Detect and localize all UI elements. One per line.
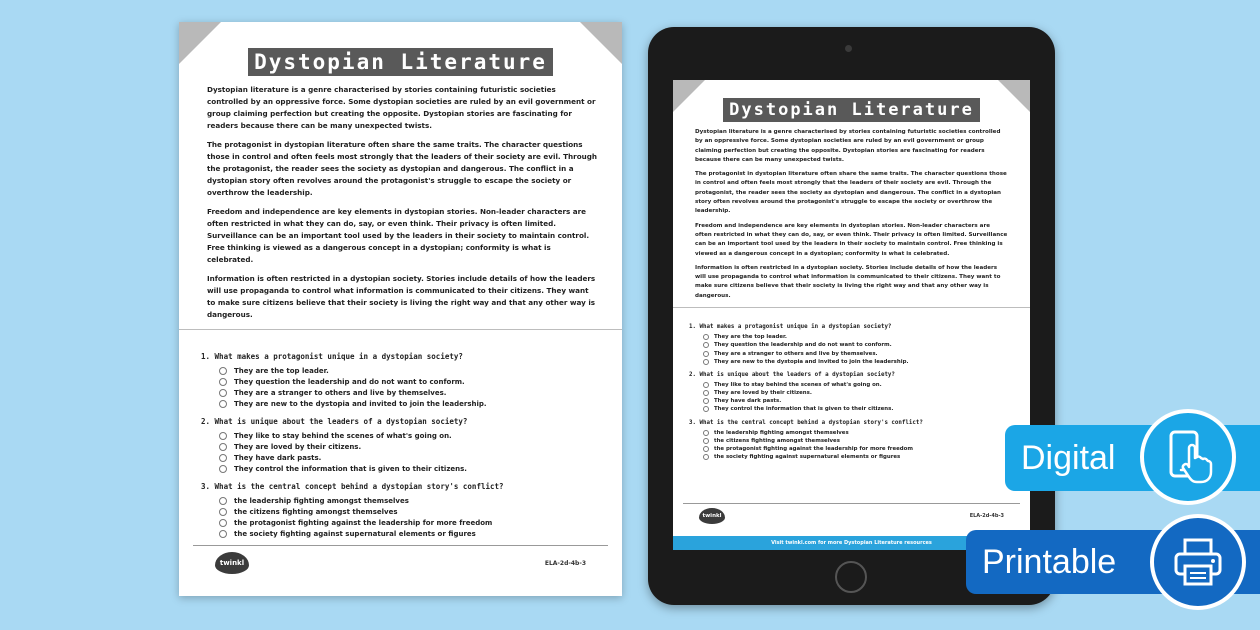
- option-label: They are a stranger to others and live by themselves.: [714, 350, 878, 357]
- screen-banner: Visit twinkl.com for more Dystopian Literature resources: [673, 536, 1030, 550]
- option-label: They control the information that is given to their citizens.: [234, 464, 467, 473]
- page-corner-decoration: [998, 80, 1030, 112]
- worksheet-footer: [193, 545, 608, 574]
- radio-icon[interactable]: [703, 351, 709, 357]
- paragraph: Dystopian literature is a genre characterised by stories containing futuristic societies controlled by an oppressive force. Some dystopian societies are ruled by an evil government or group claiming perfection but creating the opposite. Dystopian stories are fascinating for readers because there can be many unexpected twists.: [207, 85, 596, 130]
- option-label: They are the top leader.: [234, 366, 329, 375]
- option-label: They like to stay behind the scenes of what's going on.: [714, 381, 882, 388]
- option-label: They like to stay behind the scenes of what's going on.: [234, 431, 452, 440]
- home-button[interactable]: [835, 561, 867, 593]
- radio-icon[interactable]: [703, 390, 709, 396]
- option-label: They control the information that is given to their citizens.: [714, 406, 894, 413]
- answer-option[interactable]: [689, 429, 1010, 437]
- option-label: They are the top leader.: [714, 334, 787, 341]
- footer-reference: ELA-2d-4b-3: [544, 559, 586, 567]
- worksheet-text: [673, 122, 1030, 301]
- digital-badge: [1005, 425, 1260, 491]
- paragraph: Freedom and independence are key elements in dystopian stories. Non-leader characters are often restricted in what they can do, say, or even think. Their privacy is often limited. Surveillance can be an important tool used by the leaders in their society to maintain control. Free thinking is viewed as a dangerous concept in a dystopian; conformity is what is celebrated.: [695, 222, 1008, 257]
- worksheet-text: [179, 76, 622, 321]
- answer-option[interactable]: [201, 376, 598, 387]
- answer-option[interactable]: [689, 358, 1010, 366]
- answer-option[interactable]: [201, 463, 598, 474]
- option-label: They question the leadership and do not want to conform.: [714, 342, 892, 349]
- radio-icon[interactable]: [219, 497, 227, 505]
- answer-option[interactable]: [689, 405, 1010, 413]
- digital-label: Digital: [1021, 438, 1116, 477]
- answer-option[interactable]: [689, 381, 1010, 389]
- option-label: They are new to the dystopia and invited to join the leadership.: [234, 399, 487, 408]
- printer-icon: [1150, 514, 1246, 610]
- answer-option[interactable]: [689, 453, 1010, 461]
- answer-option[interactable]: [689, 437, 1010, 445]
- answer-option[interactable]: [201, 387, 598, 398]
- page-corner-decoration: [179, 22, 221, 64]
- paragraph: Information is often restricted in a dystopian society. Stories include details of how the leaders will use propaganda to control what information is communicated to their citizens. They want to make sure citizens believe that their society is living the right way and that any other way is dangerous.: [207, 274, 596, 319]
- option-label: the protagonist fighting against the leadership for more freedom: [234, 518, 493, 527]
- answer-option[interactable]: [689, 397, 1010, 405]
- page-corner-decoration: [580, 22, 622, 64]
- option-label: They are loved by their citizens.: [234, 442, 362, 451]
- radio-icon[interactable]: [219, 530, 227, 538]
- option-label: the leadership fighting amongst themselves: [714, 429, 849, 436]
- radio-icon[interactable]: [219, 367, 227, 375]
- paragraph: Dystopian literature is a genre characterised by stories containing futuristic societies controlled by an oppressive force. Some dystopian societies are ruled by an evil government or group claiming perfection but creating the opposite. Dystopian stories are fascinating for readers because there can be many unexpected twists.: [695, 129, 1001, 163]
- printable-label: Printable: [982, 542, 1117, 581]
- radio-icon[interactable]: [219, 432, 227, 440]
- twinkl-logo: twinkl: [215, 552, 249, 574]
- radio-icon[interactable]: [703, 446, 709, 452]
- radio-icon[interactable]: [703, 334, 709, 340]
- radio-icon[interactable]: [703, 359, 709, 365]
- answer-option[interactable]: [201, 517, 598, 528]
- answer-option[interactable]: [689, 389, 1010, 397]
- option-label: They are new to the dystopia and invited to join the leadership.: [714, 358, 909, 365]
- answer-option[interactable]: [201, 506, 598, 517]
- option-label: the society fighting against supernatural elements or figures: [714, 454, 901, 461]
- answer-option[interactable]: [201, 495, 598, 506]
- tablet-tap-icon: [1140, 409, 1236, 505]
- option-label: They are a stranger to others and live by themselves.: [234, 388, 447, 397]
- worksheet-footer: [683, 503, 1020, 524]
- question-list: [673, 308, 1030, 461]
- radio-icon[interactable]: [219, 465, 227, 473]
- radio-icon[interactable]: [219, 378, 227, 386]
- question-label: 1. What makes a protagonist unique in a dystopian society?: [689, 324, 892, 331]
- radio-icon[interactable]: [219, 508, 227, 516]
- answer-option[interactable]: [201, 441, 598, 452]
- option-label: They have dark pasts.: [714, 398, 782, 405]
- radio-icon[interactable]: [703, 342, 709, 348]
- radio-icon[interactable]: [703, 398, 709, 404]
- twinkl-logo: twinkl: [699, 508, 725, 524]
- printable-badge: [966, 530, 1260, 594]
- radio-icon[interactable]: [703, 382, 709, 388]
- answer-option[interactable]: [201, 528, 598, 539]
- radio-icon[interactable]: [219, 443, 227, 451]
- footer-reference: ELA-2d-4b-3: [969, 513, 1004, 519]
- option-label: the protagonist fighting against the leadership for more freedom: [714, 446, 913, 453]
- radio-icon[interactable]: [703, 430, 709, 436]
- question-label: 3. What is the central concept behind a dystopian story's conflict?: [201, 482, 504, 491]
- tablet-device: [648, 27, 1055, 605]
- answer-option[interactable]: [689, 445, 1010, 453]
- answer-option[interactable]: [689, 349, 1010, 357]
- radio-icon[interactable]: [219, 519, 227, 527]
- question-label: 3. What is the central concept behind a dystopian story's conflict?: [689, 419, 923, 426]
- radio-icon[interactable]: [219, 400, 227, 408]
- answer-option[interactable]: [689, 341, 1010, 349]
- answer-option[interactable]: [201, 398, 598, 409]
- option-label: the society fighting against supernatural elements or figures: [234, 529, 476, 538]
- radio-icon[interactable]: [703, 438, 709, 444]
- option-label: the leadership fighting amongst themselves: [234, 496, 409, 505]
- option-label: the citizens fighting amongst themselves: [234, 507, 398, 516]
- answer-option[interactable]: [689, 333, 1010, 341]
- question-list: [179, 330, 622, 539]
- option-label: They are loved by their citizens.: [714, 390, 812, 397]
- radio-icon[interactable]: [219, 389, 227, 397]
- question-label: 2. What is unique about the leaders of a dystopian society?: [689, 371, 895, 378]
- question-label: 2. What is unique about the leaders of a dystopian society?: [201, 417, 468, 426]
- radio-icon[interactable]: [703, 406, 709, 412]
- paragraph: Freedom and independence are key elements in dystopian stories. Non-leader characters are often restricted in what they can do, say, or even think. Their privacy is often limited. Surveillance can be an important tool used by the leaders in their society to maintain control. Free thinking is viewed as a dangerous concept in a dystopian; conformity is what is celebrated.: [207, 207, 590, 264]
- answer-option[interactable]: [201, 452, 598, 463]
- worksheet-title: Dystopian Literature: [723, 98, 980, 122]
- paragraph: The protagonist in dystopian literature often share the same traits. The character questions those in control and often feels most strongly that the leaders of their society are evil. Through the protagonist, the reader sees the society as dystopian and dangerous. The conflict in a dystopian story often revolves around the protagonist's struggle to escape the society or overthrow the leadership.: [207, 140, 598, 197]
- camera-icon: [845, 45, 852, 52]
- paragraph: The protagonist in dystopian literature often share the same traits. The character questions those in control and often feels most strongly that the leaders of their society are evil. Through the protagonist, the reader sees the society as dystopian and dangerous. The conflict in a dystopian story often revolves around the protagonist's struggle to escape the society or overthrow the leadership.: [695, 171, 1007, 215]
- page-corner-decoration: [673, 80, 705, 112]
- option-label: They have dark pasts.: [234, 453, 322, 462]
- radio-icon[interactable]: [219, 454, 227, 462]
- option-label: the citizens fighting amongst themselves: [714, 437, 840, 444]
- answer-option[interactable]: [201, 430, 598, 441]
- tablet-screen: [673, 80, 1030, 550]
- answer-option[interactable]: [201, 365, 598, 376]
- worksheet-title: Dystopian Literature: [248, 48, 553, 76]
- option-label: They question the leadership and do not want to conform.: [234, 377, 465, 386]
- printed-worksheet: [179, 22, 622, 596]
- paragraph: Information is often restricted in a dystopian society. Stories include details of how the leaders will use propaganda to control what information is communicated to their citizens. They want to make sure citizens believe that their society is living the right way and that any other way is dangerous.: [695, 264, 1001, 299]
- question-label: 1. What makes a protagonist unique in a dystopian society?: [201, 352, 463, 361]
- radio-icon[interactable]: [703, 454, 709, 460]
